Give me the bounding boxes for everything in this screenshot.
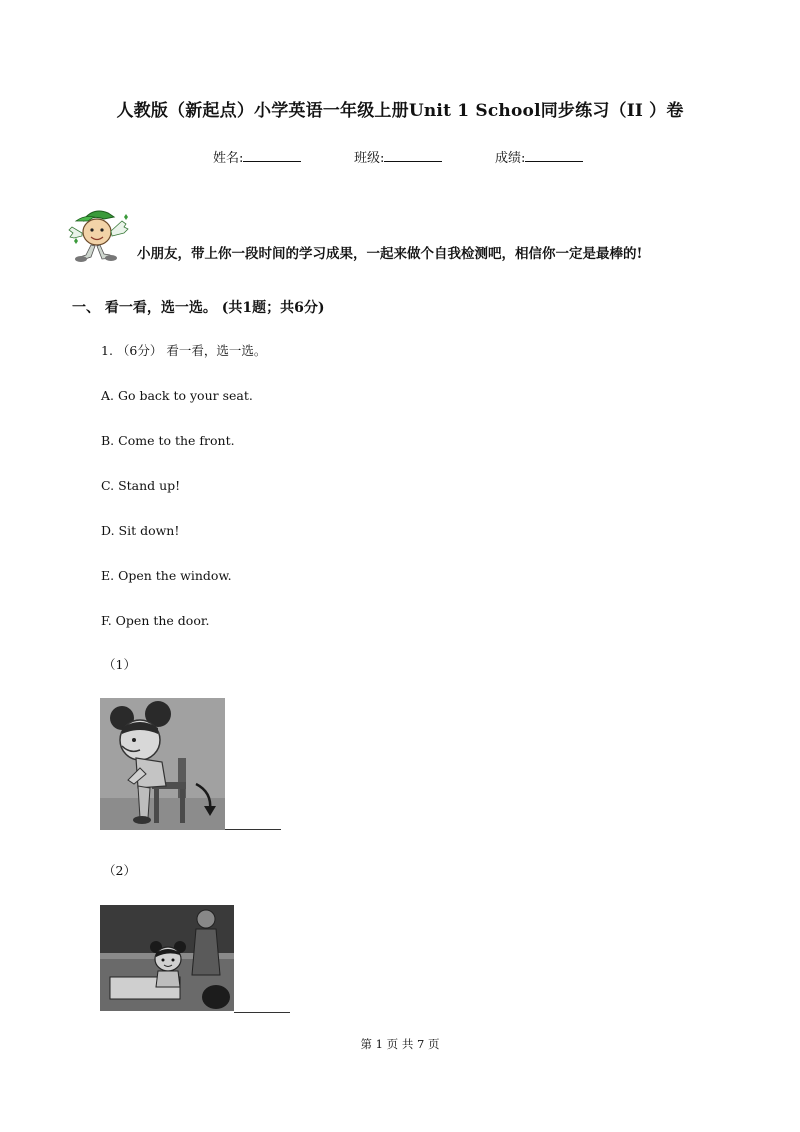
name-blank[interactable] [243, 148, 301, 162]
class-label: 班级: [354, 151, 385, 166]
cartoon-boy-mascot-icon [64, 205, 134, 265]
subitem-1-label: （1） [103, 657, 136, 672]
answer-blank-1[interactable] [225, 829, 281, 830]
option-b: B. Come to the front. [101, 433, 235, 448]
score-field [495, 147, 583, 166]
option-d: D. Sit down! [101, 523, 180, 538]
option-f: F. Open the door. [101, 613, 210, 628]
subitem-2-label: （2） [103, 863, 136, 878]
question-stem: 1. （6分） 看一看，选一选。 [101, 343, 267, 358]
encouragement-text: 小朋友，带上你一段时间的学习成果，一起来做个自我检测吧，相信你一定是最棒的! [137, 246, 643, 262]
girl-sitting-down-image [100, 698, 225, 830]
option-a: A. Go back to your seat. [101, 388, 253, 403]
girl-at-front-image [100, 905, 234, 1011]
class-field [354, 147, 442, 166]
class-blank[interactable] [384, 148, 442, 162]
score-blank[interactable] [525, 148, 583, 162]
answer-blank-2[interactable] [234, 1012, 290, 1013]
name-label: 姓名: [213, 151, 244, 166]
option-e: E. Open the window. [101, 568, 232, 583]
section-title: 一、 看一看，选一选。 (共1题；共6分) [72, 300, 325, 316]
name-field [213, 147, 301, 166]
option-c: C. Stand up! [101, 478, 181, 493]
page-title: 人教版（新起点）小学英语一年级上册Unit 1 School同步练习（II ）卷 [116, 101, 684, 121]
student-info-row [0, 147, 800, 167]
page-footer: 第 1 页 共 7 页 [360, 1037, 440, 1051]
score-label: 成绩: [495, 151, 526, 166]
